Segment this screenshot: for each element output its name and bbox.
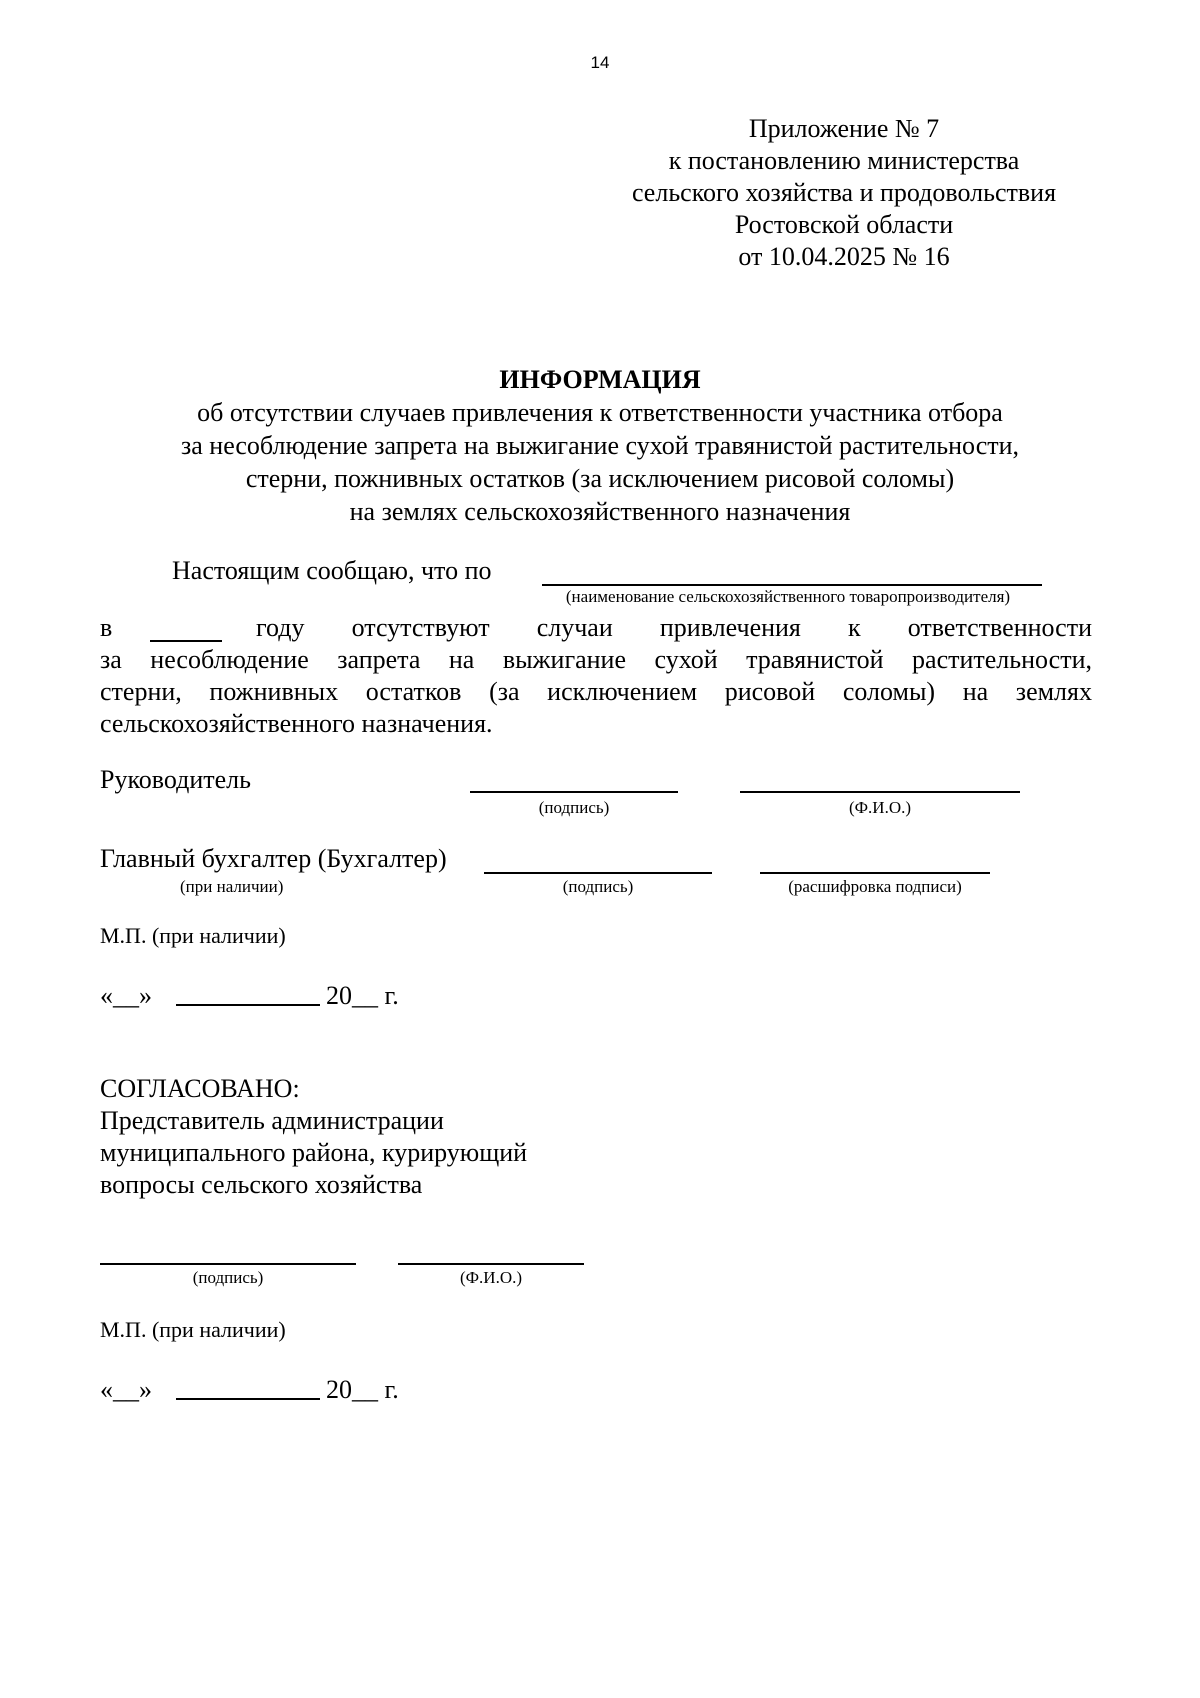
- appendix-line: сельского хозяйства и продовольствия: [631, 178, 1057, 207]
- date-month-blank[interactable]: [176, 1398, 320, 1400]
- body-line: сельскохозяйственного назначения.: [100, 709, 493, 738]
- date-day: «__»: [100, 981, 152, 1010]
- head-label: Руководитель: [100, 765, 251, 794]
- document-subtitle-line: стерни, пожнивных остатков (за исключением рисовой соломы): [245, 464, 955, 493]
- producer-caption: (наименование сельскохозяйственного товаропроизводителя): [565, 587, 1011, 606]
- date-year: 20__ г.: [326, 1375, 399, 1404]
- approval-line: Представитель администрации: [100, 1106, 444, 1135]
- approval-heading: СОГЛАСОВАНО:: [100, 1074, 300, 1103]
- approval-signature-line[interactable]: [100, 1263, 356, 1265]
- date-year: 20__ г.: [326, 981, 399, 1010]
- document-subtitle-line: на землях сельскохозяйственного назначения: [349, 497, 851, 526]
- page-number: 14: [590, 53, 610, 72]
- approval-line: муниципального района, курирующий: [100, 1138, 528, 1167]
- accountant-decoding-caption: (расшифровка подписи): [788, 877, 962, 896]
- body-line: за несоблюдение запрета на выжигание сухой травянистой растительности,: [100, 645, 1092, 674]
- appendix-number: Приложение № 7: [748, 114, 940, 143]
- appendix-line: к постановлению министерства: [668, 146, 1020, 175]
- approval-line: вопросы сельского хозяйства: [100, 1170, 423, 1199]
- document-title: ИНФОРМАЦИЯ: [499, 365, 701, 394]
- accountant-signature-caption: (подпись): [562, 877, 634, 896]
- head-name-caption: (Ф.И.О.): [848, 798, 912, 817]
- appendix-date: от 10.04.2025 № 16: [738, 242, 950, 271]
- date-day: «__»: [100, 1375, 152, 1404]
- head-signature-line[interactable]: [470, 791, 678, 793]
- body-line: стерни, пожнивных остатков (за исключением рисовой соломы) на землях: [100, 677, 1092, 706]
- head-signature-caption: (подпись): [538, 798, 610, 817]
- in-word: в: [100, 613, 113, 642]
- accountant-sub-caption: (при наличии): [180, 877, 284, 896]
- date-month-blank[interactable]: [176, 1004, 320, 1006]
- year-blank[interactable]: [150, 640, 222, 642]
- accountant-signature-line[interactable]: [484, 872, 712, 874]
- stamp-note: М.П. (при наличии): [100, 923, 286, 948]
- approval-name-caption: (Ф.И.О.): [459, 1268, 523, 1287]
- approval-signature-caption: (подпись): [192, 1268, 264, 1287]
- producer-name-blank[interactable]: [542, 584, 1042, 586]
- accountant-label: Главный бухгалтер (Бухгалтер): [100, 844, 447, 873]
- body-line: году отсутствуют случаи привлечения к ответственности: [256, 613, 1092, 642]
- accountant-decoding-line[interactable]: [760, 872, 990, 874]
- stamp-note: М.П. (при наличии): [100, 1317, 286, 1342]
- document-subtitle-line: за несоблюдение запрета на выжигание сухой травянистой растительности,: [180, 431, 1020, 460]
- head-name-line[interactable]: [740, 791, 1020, 793]
- approval-name-line[interactable]: [398, 1263, 584, 1265]
- intro-text: Настоящим сообщаю, что по: [172, 556, 492, 585]
- appendix-line: Ростовской области: [734, 210, 954, 239]
- document-subtitle-line: об отсутствии случаев привлечения к ответственности участника отбора: [197, 398, 1003, 427]
